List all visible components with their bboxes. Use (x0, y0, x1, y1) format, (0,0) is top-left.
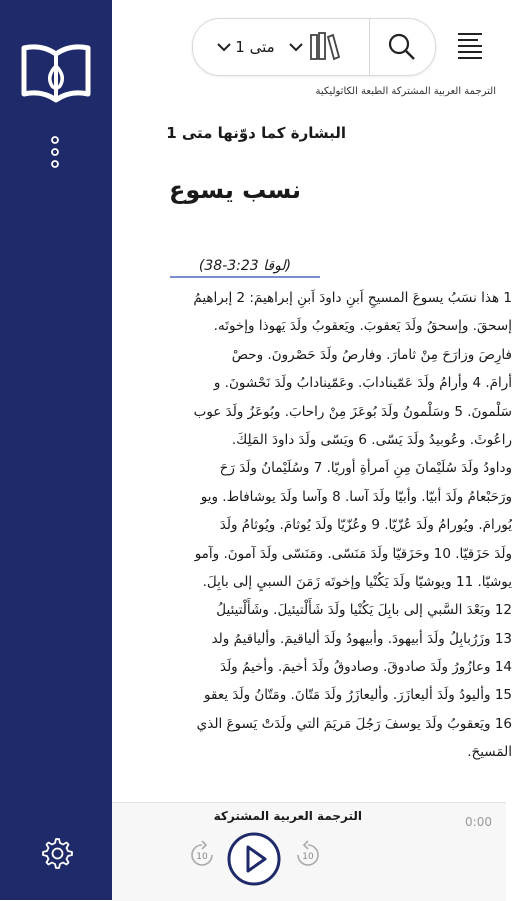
book-title: البشارة كما دوّنها متى 1 (166, 124, 346, 142)
books-icon[interactable] (303, 29, 347, 65)
verse-line[interactable]: المَسيحَ. (467, 744, 512, 761)
menu-icon[interactable] (452, 26, 488, 66)
player-title: الترجمة العربية المشتركة (213, 809, 362, 823)
player-time: 0:00 (465, 815, 492, 829)
verse-line[interactable]: 13 وزَرُبابِلُ ولَدَ أبيهودَ. وأبيهودُ ولَدَ ألياقيمَ. وألياقيمُ ولد (211, 630, 512, 647)
verse-line[interactable]: أرامَ. 4 وأرامُ ولَدَ عَمّينادابَ. وعَمّينادابُ ولَدَ نَحْشونَ. و (213, 375, 512, 392)
reader-toolbar (192, 18, 436, 76)
open-book-logo-icon[interactable] (18, 36, 94, 106)
verse-line[interactable]: ورَحَبْعامُ ولَدَ أبيّا. وأبيّا ولَدَ آسا. 8 وآسا ولَدَ يوشافاط. ويو (200, 488, 512, 505)
play-button[interactable] (226, 831, 282, 887)
verse-line[interactable]: وداودُ ولَدَ سُلَيْمانَ مِنِ اَمرأةِ أوريّا. 7 وسُلَيْمانُ ولَدَ رَحَ (219, 460, 512, 477)
verse-line[interactable]: 14 وعازُورُ ولَدَ صادوقَ. وصادوقُ ولَدَ أخيمَ. وأخيمُ ولَدَ (219, 659, 512, 676)
scripture-text (112, 284, 512, 767)
search-button[interactable] (369, 19, 434, 75)
rewind-10-button[interactable] (184, 837, 220, 873)
verse-line[interactable]: 12 وبَعْدَ السَّبي إلى بابِلَ يَكُنْيا ولَدَ شَأَلْتيئيلَ. وشَأَلْتيئيلُ (216, 602, 512, 619)
rewind-label: 10 (196, 852, 208, 862)
verse-line[interactable]: يُورامَ. ويُورامُ ولَدَ عُزّيّا. 9 وعُزّيّا ولَدَ يُوثامَ. ويُوثامُ ولَدَ (219, 517, 512, 534)
translation-name: الترجمة العربية المشتركة الطبعة الكاثوليكية (315, 86, 496, 97)
forward-10-button[interactable] (290, 837, 326, 873)
audio-player (112, 802, 506, 901)
rewind-icon (184, 837, 220, 873)
verse-line[interactable]: 16 ويَعقوبُ ولَدَ يوسفَ رَجُلَ مَريَمَ التي ولَدَتْ يَسوعَ الذي (196, 715, 512, 732)
verse-line[interactable]: 1 هذا نسَبُ يسوعَ المسيحِ اَبنِ داودَ اَبنِ إبراهيمَ: 2 إبراهيمُ (193, 290, 512, 306)
verse-line[interactable]: يوشيّا. 11 ويوشيّا ولَدَ يَكُنْيا وإخوتَه زَمَنَ السبيِ إلى بابِلَ. (202, 573, 512, 590)
forward-label: 10 (302, 852, 314, 862)
verse-line[interactable]: راعُوثَ. وعُوبيدُ ولَدَ يَسّى. 6 ويَسّى ولَدَ داودَ المَلِكَ. (231, 431, 512, 448)
cross-reference[interactable]: (لوقا 3:23-38) (170, 258, 320, 278)
verse-line[interactable]: فارِصَ وزارَحَ مِنْ ثامارَ. وفارصُ ولَدَ حَصْرونَ. وحصْ (231, 346, 512, 363)
search-icon (387, 32, 417, 62)
sidebar (0, 0, 112, 900)
verse-line[interactable]: 15 وأليودُ ولَدَ أليعازَرَ. وأليعازَرُ ولَدَ مَتّانَ. ومَتّانُ ولَدَ يعقو (204, 687, 512, 704)
verse-line[interactable]: إسحقَ. وإسحقُ ولَدَ يَعقوبَ. ويَعقوبُ ولَدَ يَهوذا وإخوتَه. (213, 318, 512, 335)
forward-icon (290, 837, 326, 873)
section-heading: نسب يسوع (168, 176, 302, 204)
more-options-icon[interactable] (44, 132, 66, 172)
verse-line[interactable]: ولَدَ حَزَقيّا. 10 وحَزَقيّا ولَدَ مَنَسّى. ومَنَسّى ولَدَ آمونَ. وآمو (194, 545, 512, 562)
chapter-selector[interactable]: متى 1 (235, 38, 275, 56)
verse-line[interactable]: سَلْمونَ. 5 وسَلْمونُ ولَدَ بُوعَزَ مِنْ راحابَ. وبُوعَزُ ولَدَ عوب (193, 403, 512, 420)
play-icon (226, 831, 282, 887)
settings-gear-icon[interactable] (38, 834, 74, 870)
